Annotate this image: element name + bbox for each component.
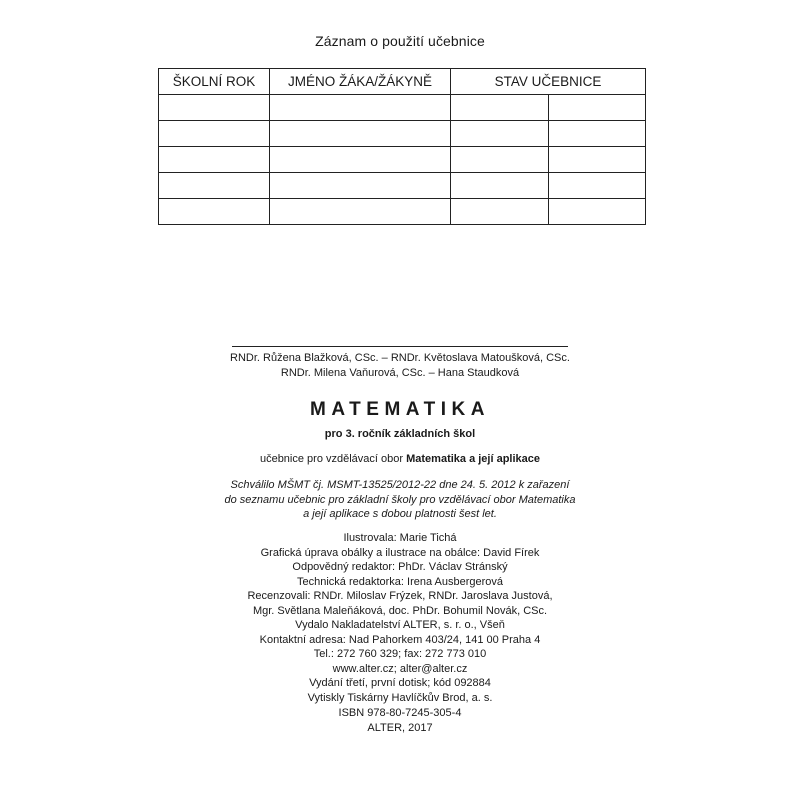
credit-publisher: Vydalo Nakladatelství ALTER, s. r. o., Všeň xyxy=(295,619,505,631)
authors-block xyxy=(0,351,800,380)
imprint: ALTER, 2017 xyxy=(367,721,433,734)
cell-school-year[interactable] xyxy=(159,147,270,173)
cell-condition-start[interactable] xyxy=(451,199,549,225)
approval-line-1: Schválilo MŠMT čj. MSMT-13525/2012-22 dne 24. 5. 2012 k zařazení xyxy=(230,479,570,491)
cell-school-year[interactable] xyxy=(159,199,270,225)
cell-student-name[interactable] xyxy=(270,95,451,121)
table-row xyxy=(159,199,646,225)
header-book-condition: STAV UČEBNICE xyxy=(451,69,646,95)
credit-address: Kontaktní adresa: Nad Pahorkem 403/24, 141 00 Praha 4 xyxy=(259,633,541,646)
credit-cover: Grafická úprava obálky a ilustrace na obálce: David Fírek xyxy=(260,546,540,559)
isbn-number: ISBN 978-80-7245-305-4 xyxy=(338,707,462,719)
cell-student-name[interactable] xyxy=(270,199,451,225)
credit-reviewers-2: Mgr. Světlana Maleňáková, doc. PhDr. Bohumil Novák, CSc. xyxy=(252,604,548,617)
table-row xyxy=(159,95,646,121)
credits-block xyxy=(0,531,800,705)
book-title: MATEMATIKA xyxy=(310,399,490,420)
authors-line-1: RNDr. Růžena Blažková, CSc. – RNDr. Květoslava Matoušková, CSc. xyxy=(230,352,570,364)
credit-illustrator: Ilustrovala: Marie Tichá xyxy=(343,532,457,544)
cell-student-name[interactable] xyxy=(270,147,451,173)
authors-line-2: RNDr. Milena Vaňurová, CSc. – Hana Staudková xyxy=(280,366,520,379)
cell-condition-start[interactable] xyxy=(451,147,549,173)
credit-reviewers-1: Recenzovali: RNDr. Miloslav Frýzek, RNDr. Jaroslava Justová, xyxy=(247,590,553,602)
credit-edition: Vydání třetí, první dotisk; kód 092884 xyxy=(309,677,491,689)
approval-line-3: a její aplikace s dobou platnosti šest let. xyxy=(303,508,497,520)
isbn-block xyxy=(0,706,800,735)
credit-phone: Tel.: 272 760 329; fax: 272 773 010 xyxy=(313,648,487,660)
book-subtitle: pro 3. ročník základních škol xyxy=(324,428,476,440)
authors-divider xyxy=(232,346,568,347)
cell-condition-end[interactable] xyxy=(549,147,646,173)
cell-condition-start[interactable] xyxy=(451,173,549,199)
table-header-row xyxy=(159,69,646,95)
approval-notice xyxy=(0,478,800,522)
textbook-prefix: učebnice pro vzdělávací obor xyxy=(259,453,407,465)
cell-student-name[interactable] xyxy=(270,121,451,147)
cell-condition-start[interactable] xyxy=(451,95,549,121)
header-student-name: JMÉNO ŽÁKA/ŽÁKYNĚ xyxy=(270,69,451,95)
usage-record-table xyxy=(158,68,646,225)
credit-printer: Vytiskly Tiskárny Havlíčkův Brod, a. s. xyxy=(307,691,493,704)
cell-school-year[interactable] xyxy=(159,121,270,147)
credit-tech-editor: Technická redaktorka: Irena Ausbergerová xyxy=(296,575,504,588)
credit-editor: Odpovědný redaktor: PhDr. Václav Stránský xyxy=(292,561,508,573)
table-row xyxy=(159,173,646,199)
cell-school-year[interactable] xyxy=(159,173,270,199)
credit-web: www.alter.cz; alter@alter.cz xyxy=(332,662,468,675)
cell-condition-end[interactable] xyxy=(549,173,646,199)
header-school-year: ŠKOLNÍ ROK xyxy=(159,69,270,95)
cell-student-name[interactable] xyxy=(270,173,451,199)
record-title: Záznam o použití učebnice xyxy=(315,33,485,49)
cell-condition-end[interactable] xyxy=(549,95,646,121)
cell-condition-start[interactable] xyxy=(451,121,549,147)
table-row xyxy=(159,121,646,147)
cell-condition-end[interactable] xyxy=(549,121,646,147)
cell-school-year[interactable] xyxy=(159,95,270,121)
table-row xyxy=(159,147,646,173)
textbook-subject: Matematika a její aplikace xyxy=(406,453,541,465)
cell-condition-end[interactable] xyxy=(549,199,646,225)
approval-line-2: do seznamu učebnic pro základní školy pro vzdělávací obor Matematika xyxy=(224,493,576,506)
textbook-subject-line xyxy=(0,453,800,465)
